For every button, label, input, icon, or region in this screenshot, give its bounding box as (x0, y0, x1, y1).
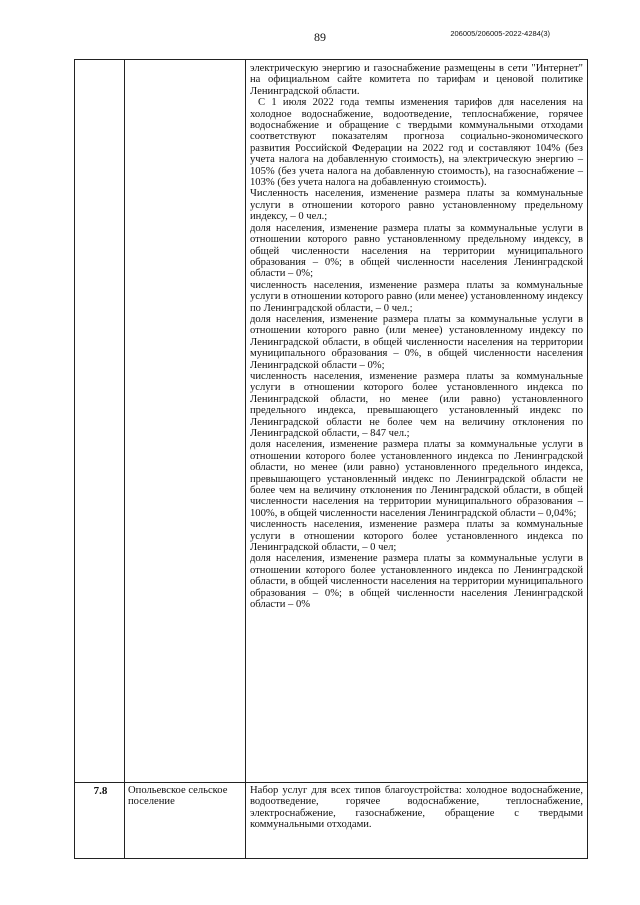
paragraph: доля населения, изменение размера платы за коммунальные услуги в отношении которого более установленного индекса по Ленинградской области, но менее (или равно) установленного предельного индекса, превышающего установленный индекс по Ленинградской области не более чем на величину отклонения по Ленинградской области, в общей численности населения на территории муниципального образования – 100%, в общей численности населения Ленинградской области – 0,04%; (250, 439, 583, 519)
paragraph: доля населения, изменение размера платы за коммунальные услуги в отношении которого более установленного индекса по Ленинградской области, в общей численности населения на территории муниципального образования – 0%; в общей численности населения Ленинградской области – 0% (250, 553, 583, 611)
row-number: 7.8 (93, 785, 108, 797)
paragraph: электрическую энергию и газоснабжение размещены в сети "Интернет" на официальном сайте комитета по тарифам и ценовой политике Ленинградской области. (250, 63, 583, 97)
page-number: 89 (314, 30, 326, 44)
paragraph: Численность населения, изменение размера платы за коммунальные услуги в отношении которого равно установленному предельному индексу, – 0 чел.; (250, 188, 583, 223)
continuation-cell (250, 63, 583, 611)
settlement-name: Опольевское сельское поселение (128, 785, 228, 808)
paragraph: доля населения, изменение размера платы за коммунальные услуги в отношении которого равно установленному предельному индексу, в общей численности населения на территории муниципального образования – 0%; в общей численности населения Ленинградской области – 0%; (250, 222, 583, 280)
column-divider-2 (245, 59, 246, 859)
column-divider-1 (124, 59, 125, 859)
services-description: Набор услуг для всех типов благоустройства: холодное водоснабжение, водоотведение, горячее водоснабжение, теплоснабжение, электроснабжение, газоснабжение, обращение с твердыми коммунальными отходами. (250, 785, 583, 831)
paragraph: доля населения, изменение размера платы за коммунальные услуги в отношении которого равно (или менее) установленному индексу по Ленинградской области, в общей численности населения на территории муниципального образования – 0%, в общей численности населения Ленинградской области – 0%; (250, 313, 583, 371)
row-divider (74, 782, 588, 783)
paragraph: численность населения, изменение размера платы за коммунальные услуги в отношении которого более установленного индекса по Ленинградской области, но менее (или равно) установленного предельного индекса, превышающего установленный индекс по Ленинградской области не более чем на величину отклонения по Ленинградской области, – 847 чел.; (250, 370, 583, 439)
document-id: 206005/206005-2022-4284(3) (450, 29, 550, 38)
paragraph: С 1 июля 2022 года темпы изменения тарифов для населения на холодное водоснабжение, водоотведение, теплоснабжение, горячее водоснабжение и обращение с твердыми коммунальными отходами соответствуют показателям прогноза социально-экономического развития Российской Федерации на 2022 год и составляют 104% (без учета налога на добавленную стоимость), на электрическую энергию – 105% (без учета налога на добавленную стоимость), на газоснабжение – 103% (без учета налога на добавленную стоимость). (250, 97, 583, 189)
paragraph: численность населения, изменение размера платы за коммунальные услуги в отношении которого равно (или менее) установленному индексу по Ленинградской области, – 0 чел.; (250, 279, 583, 314)
paragraph: численность населения, изменение размера платы за коммунальные услуги в отношении которого более установленного индекса по Ленинградской области, – 0 чел; (250, 519, 583, 554)
